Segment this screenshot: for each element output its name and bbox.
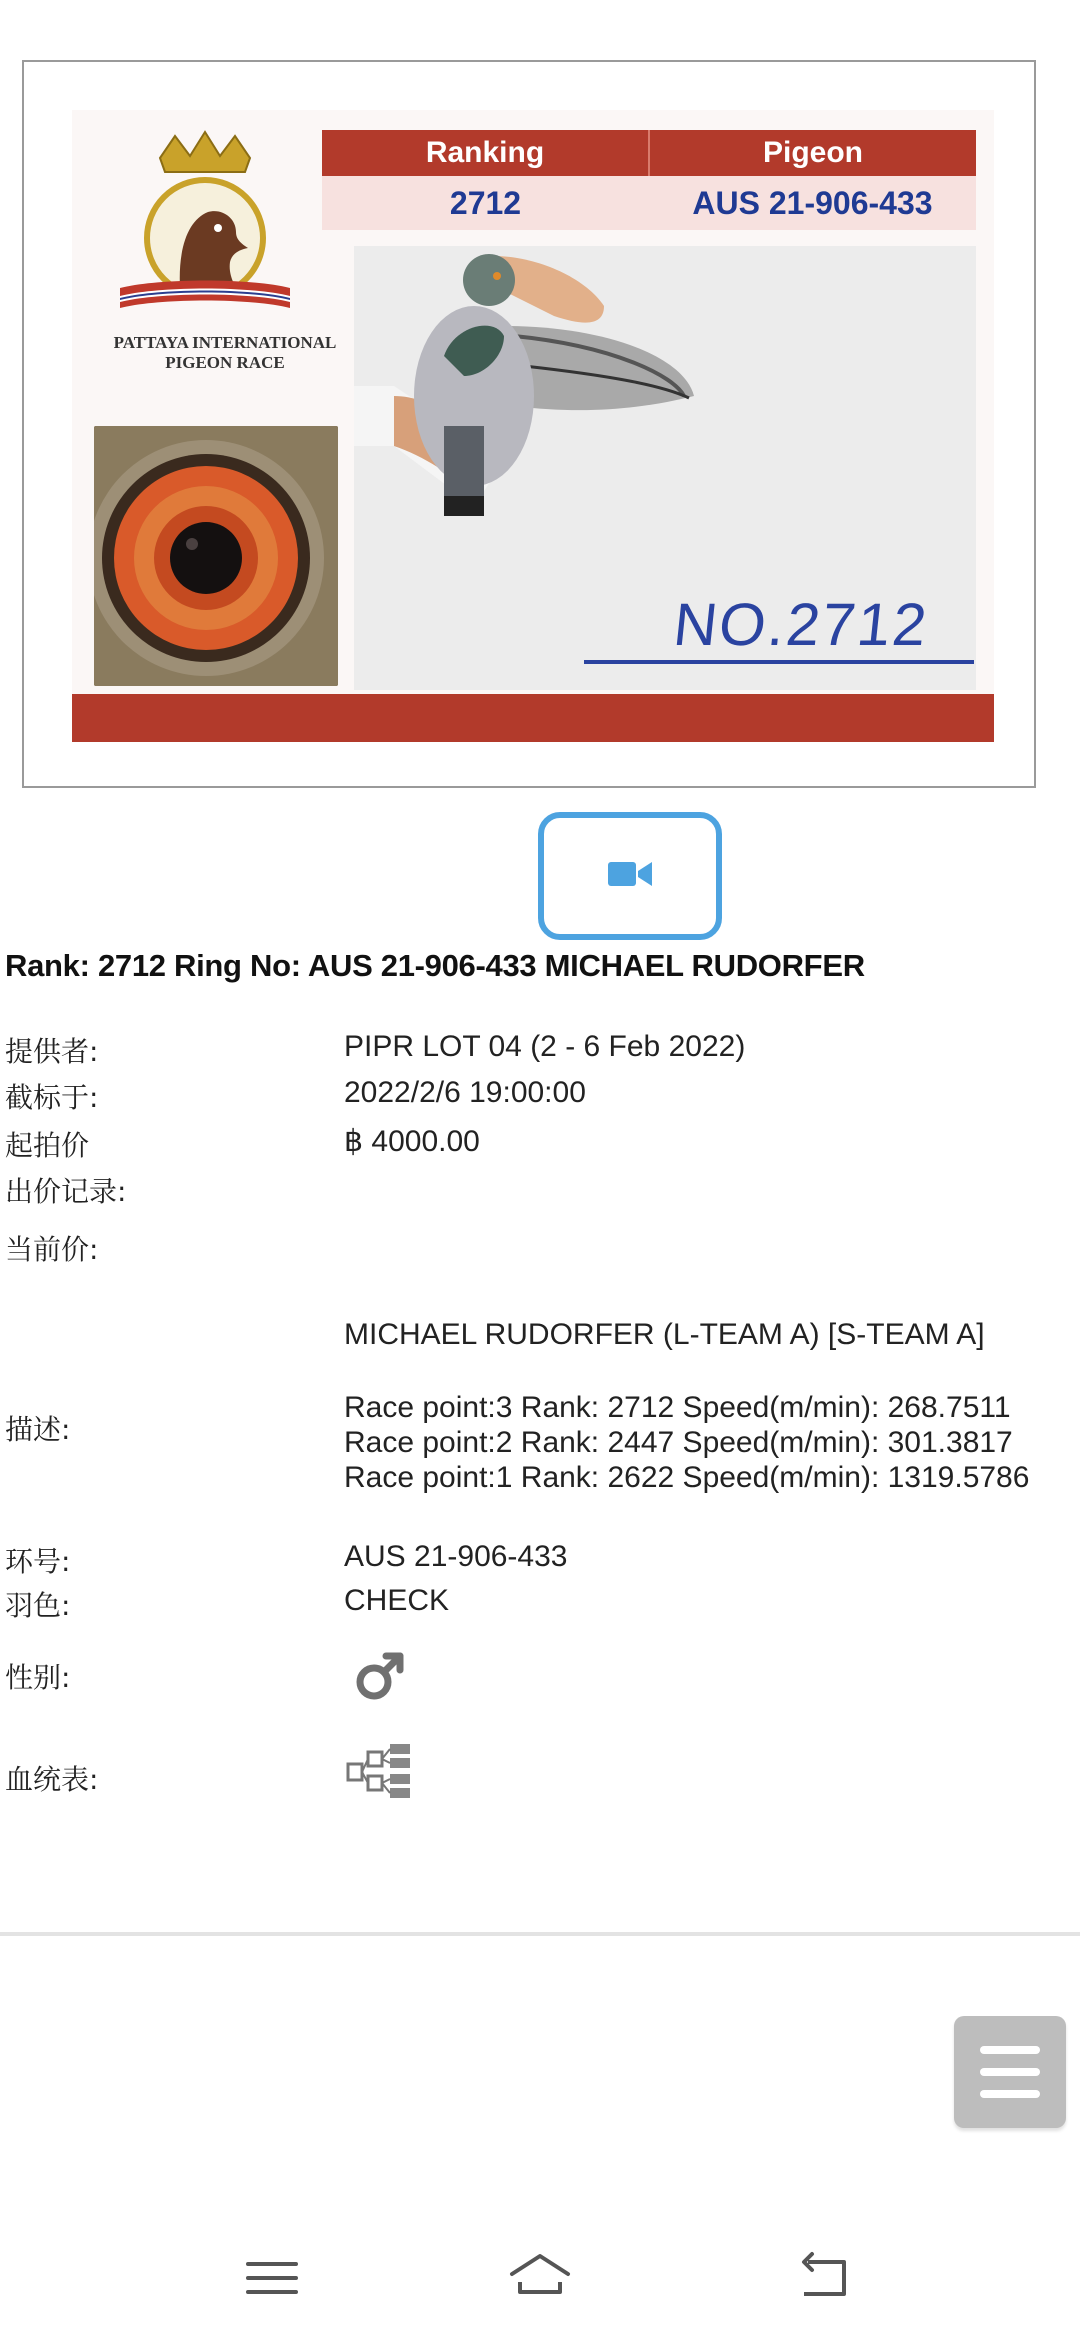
menu-lines-icon: [240, 2295, 304, 2312]
pattaya-logo: [90, 128, 337, 372]
menu-bar: [980, 2046, 1040, 2054]
home-icon: [508, 2295, 572, 2312]
start-price-value: ฿ 4000.00: [344, 1125, 480, 1158]
color-value: CHECK: [344, 1584, 450, 1617]
pigeon-photo: [354, 246, 976, 690]
lot-title: Rank: 2712 Ring No: AUS 21-906-433 MICHAEL RUDORFER: [5, 948, 865, 983]
deadline-value: 2022/2/6 19:00:00: [344, 1076, 586, 1109]
menu-bar: [980, 2090, 1040, 2098]
description-label: 描述:: [5, 1413, 71, 1446]
back-arrow-icon: [794, 2295, 858, 2312]
current-price-label: 当前价:: [5, 1233, 99, 1266]
section-divider: [0, 1932, 1080, 1936]
video-camera-icon: [608, 859, 652, 894]
ranking-table: [322, 130, 976, 230]
male-icon: [352, 1648, 408, 1709]
color-label: 羽色:: [5, 1589, 71, 1622]
pigeon-value: AUS 21-906-433: [692, 185, 933, 221]
ring-value: AUS 21-906-433: [344, 1540, 568, 1573]
video-button[interactable]: [538, 812, 722, 940]
pigeon-eye-image: [94, 426, 338, 686]
card-bottom-bar: [72, 694, 994, 742]
photo-number-label: NO.2712: [670, 591, 932, 658]
owner-line: MICHAEL RUDORFER (L-TEAM A) [S-TEAM A]: [344, 1318, 985, 1351]
ranking-header: Ranking: [322, 130, 650, 176]
bid-history-label: 出价记录:: [5, 1175, 127, 1208]
deadline-label: 截标于:: [5, 1081, 99, 1114]
menu-fab-button[interactable]: [954, 2016, 1066, 2128]
pigeon-card-image: [72, 110, 994, 742]
recent-apps-button[interactable]: [240, 2248, 304, 2308]
race-point-line: Race point:3 Rank: 2712 Speed(m/min): 268.7511: [344, 1391, 1011, 1424]
provider-value: PIPR LOT 04 (2 - 6 Feb 2022): [344, 1030, 746, 1063]
menu-bar: [980, 2068, 1040, 2076]
photo-underline: [584, 660, 974, 664]
ranking-value: 2712: [449, 185, 522, 221]
home-button[interactable]: [508, 2248, 572, 2308]
pedigree-label: 血统表:: [5, 1763, 99, 1796]
back-button[interactable]: [794, 2248, 858, 2308]
race-point-line: Race point:2 Rank: 2447 Speed(m/min): 301.3817: [344, 1426, 1013, 1459]
start-price-label: 起拍价: [5, 1129, 90, 1162]
pigeon-photo-frame[interactable]: [22, 60, 1036, 788]
pedigree-icon[interactable]: [346, 1742, 414, 1807]
pigeon-header: Pigeon: [762, 136, 863, 169]
provider-label: 提供者:: [5, 1035, 99, 1068]
ring-label: 环号:: [5, 1545, 71, 1578]
logo-text: PATTAYA INTERNATIONAL PIGEON RACE: [113, 333, 337, 372]
race-point-line: Race point:1 Rank: 2622 Speed(m/min): 1319.5786: [344, 1461, 1030, 1494]
sex-label: 性别:: [5, 1661, 71, 1694]
description-text: [344, 1390, 1029, 1495]
